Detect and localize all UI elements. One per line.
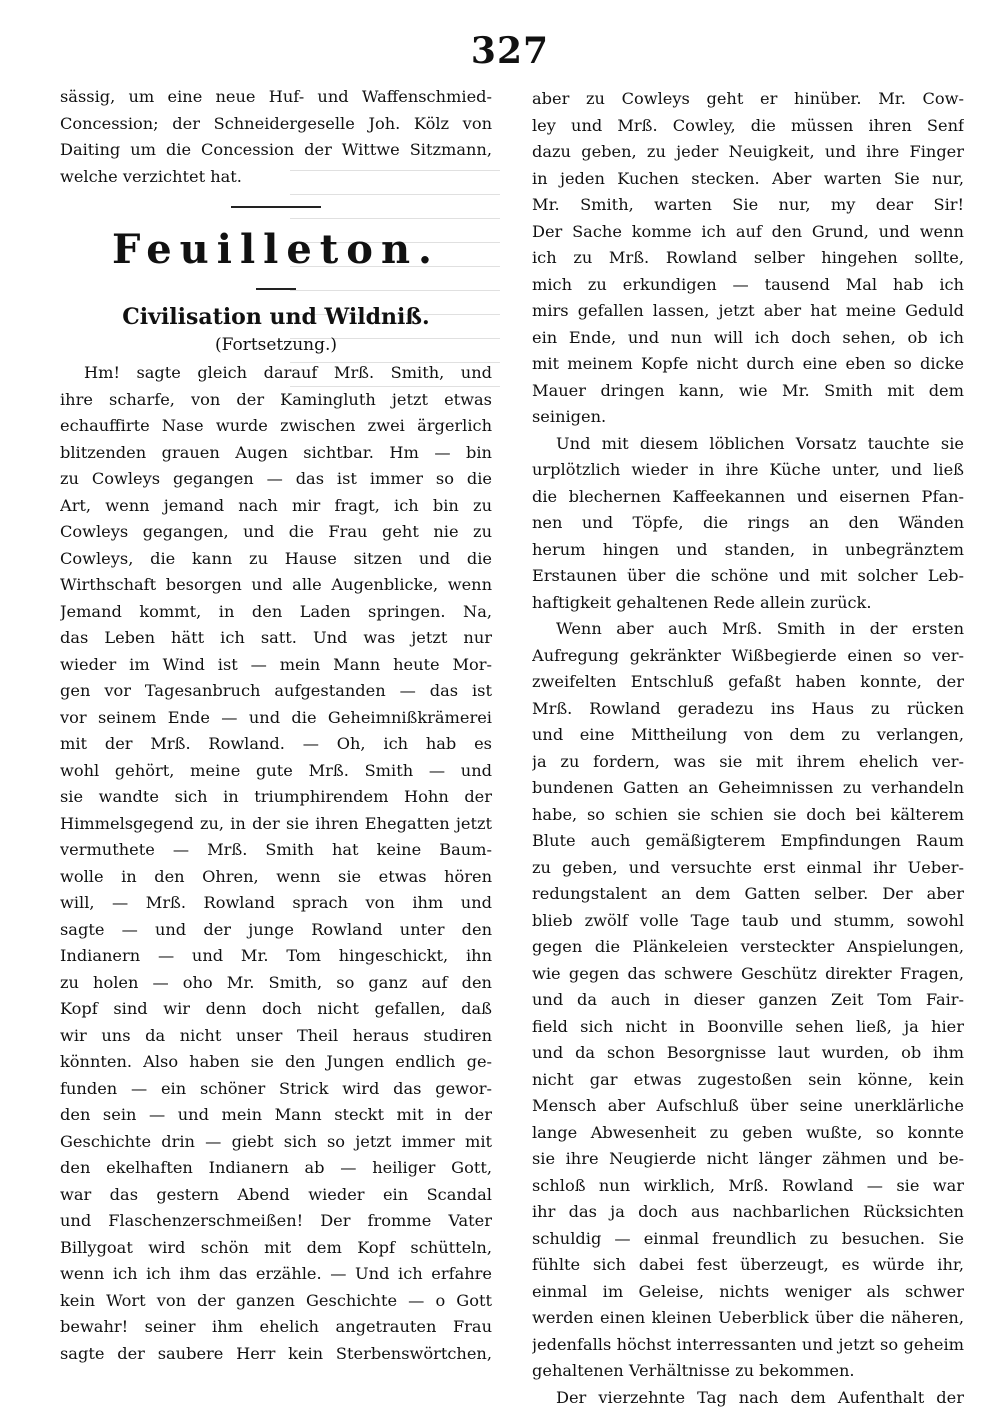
text-line: habe, so schien sie schien sie doch bei kälterem [532,802,964,829]
text-line: mich zu erkundigen — tausend Mal hab ich [532,272,964,299]
text-line: gen vor Tagesanbruch aufgestanden — das ist [60,678,492,705]
text-line: wenn ich ich ihm das erzähle. — Und ich erfahre [60,1261,492,1288]
text-line: Blute auch gemäßigterem Empfindungen Raum [532,828,964,855]
text-line: nen und Töpfe, die rings an den Wänden [532,510,964,537]
text-line: ja zu fordern, was sie mit ihrem ehelich ver- [532,749,964,776]
text-line: Mauer dringen kann, wie Mr. Smith mit dem [532,378,964,405]
text-line: Und mit diesem löblichen Vorsatz tauchte sie [532,431,964,458]
text-line: funden — ein schöner Strick wird das gewor- [60,1076,492,1103]
paragraph [532,1385,964,1411]
text-line: aber zu Cowleys geht er hinüber. Mr. Cow- [532,86,964,113]
text-line: ihre scharfe, von der Kamingluth jetzt etwas [60,387,492,414]
text-line: sagte der saubere Herr kein Sterbenswörtchen, [60,1341,492,1368]
text-line: in jeden Kuchen stecken. Aber warten Sie nur, [532,166,964,193]
text-line: lange Abwesenheit zu geben wußte, so konnte [532,1120,964,1147]
text-line: Mr. Smith, warten Sie nur, my dear Sir! [532,192,964,219]
text-line: field sich nicht in Boonville sehen ließ, ja hier [532,1014,964,1041]
right-column [532,86,964,1411]
text-line: schloß nun wirklich, Mrß. Rowland — sie war [532,1173,964,1200]
text-line: zu Cowleys gegangen — das ist immer so die [60,466,492,493]
section-title: Feuilleton. [60,226,492,274]
article-title: Civilisation und Wildniß. [60,302,492,332]
text-line: und da schon Besorgnisse laut wurden, ob ihm [532,1040,964,1067]
text-line: jedenfalls höchst interressanten und jetzt so geheim [532,1332,964,1359]
text-line: Cowleys, die kann zu Hause sitzen und die [60,546,492,573]
text-line: ihr das ja doch aus nachbarlichen Rücksichten [532,1199,964,1226]
text-line: schuldig — einmal freundlich zu besuchen. Sie [532,1226,964,1253]
text-line: welche verzichtet hat. [60,164,492,191]
text-line: werden einen kleinen Ueberblick über die näheren, [532,1305,964,1332]
text-line: sässig, um eine neue Huf- und Waffenschmied- [60,84,492,111]
text-line: gegen die Plänkeleien versteckter Anspielungen, [532,934,964,961]
text-line: Mensch aber Aufschluß über seine unerklärliche [532,1093,964,1120]
text-line: Kopf sind wir denn doch nicht gefallen, daß [60,996,492,1023]
paragraph [532,86,964,431]
text-line: will, — Mrß. Rowland sprach von ihm und [60,890,492,917]
text-line: Indianern — und Mr. Tom hingeschickt, ihn [60,943,492,970]
text-line: Cowleys gegangen, und die Frau geht nie zu [60,519,492,546]
text-line: Der Sache komme ich auf den Grund, und wenn [532,219,964,246]
text-line: könnten. Also haben sie den Jungen endlich ge- [60,1049,492,1076]
text-line: sie wandte sich in triumphirendem Hohn der [60,784,492,811]
text-line: Himmelsgegend zu, in der sie ihren Ehegatten jetzt [60,811,492,838]
text-line: wir uns da nicht unser Theil heraus studiren [60,1023,492,1050]
text-line: bewahr! seiner ihm ehelich angetrauten Frau [60,1314,492,1341]
text-line: ich zu Mrß. Rowland selber hingehen sollte, [532,245,964,272]
text-line: Geschichte drin — giebt sich so jetzt immer mit [60,1129,492,1156]
text-line: vermuthete — Mrß. Smith hat keine Baum- [60,837,492,864]
text-line: Mrß. Rowland geradezu ins Haus zu rücken [532,696,964,723]
text-line: mit der Mrß. Rowland. — Oh, ich hab es [60,731,492,758]
text-line: einmal im Geleise, nichts weniger als schwer [532,1279,964,1306]
text-line: Jemand kommt, in den Laden springen. Na, [60,599,492,626]
text-line: die blechernen Kaffeekannen und eisernen Pfan- [532,484,964,511]
text-line: urplötzlich wieder in ihre Küche unter, und ließ [532,457,964,484]
text-line: und eine Mittheilung von dem zu verlangen, [532,722,964,749]
text-line: vor seinem Ende — und die Geheimnißkrämerei [60,705,492,732]
paragraph [532,616,964,1385]
text-line: dazu geben, zu jeder Neuigkeit, und ihre Finger [532,139,964,166]
text-line: zweifelten Entschluß gefaßt haben konnte, der [532,669,964,696]
text-line: und da auch in dieser ganzen Zeit Tom Fair- [532,987,964,1014]
text-line: ein Ende, und nun will ich doch sehen, ob ich [532,325,964,352]
text-line: wie gegen das schwere Geschütz direkter Fragen, [532,961,964,988]
text-line: Wirthschaft besorgen und alle Augenblicke, wenn [60,572,492,599]
text-line: Art, wenn jemand nach mir fragt, ich bin zu [60,493,492,520]
text-line: redungstalent an dem Gatten selber. Der aber [532,881,964,908]
section-divider [231,206,321,208]
text-line: Der vierzehnte Tag nach dem Aufenthalt der [532,1385,964,1411]
text-line: mit meinem Kopfe nicht durch eine eben so dicke [532,351,964,378]
page-number: 327 [470,30,550,72]
text-line: herum hingen und standen, in unbegränztem [532,537,964,564]
text-line: kein Wort von der ganzen Geschichte — o Gott [60,1288,492,1315]
text-line: sagte — und der junge Rowland unter den [60,917,492,944]
text-line: wieder im Wind ist — mein Mann heute Mor- [60,652,492,679]
text-line: war das gestern Abend wieder ein Scandal [60,1182,492,1209]
text-line: mirs gefallen lassen, jetzt aber hat meine Geduld [532,298,964,325]
text-line: Aufregung gekränkter Wißbegierde einen so ver- [532,643,964,670]
text-line: den ekelhaften Indianern ab — heiliger Gott, [60,1155,492,1182]
text-line: sie ihre Neugierde nicht länger zähmen und be- [532,1146,964,1173]
text-line: seinigen. [532,404,964,431]
text-line: blieb zwölf volle Tage taub und stumm, sowohl [532,908,964,935]
text-line: Concession; der Schneidergeselle Joh. Kölz von [60,111,492,138]
text-line: den sein — und mein Mann steckt mit in der [60,1102,492,1129]
text-line: nicht gar etwas zugestoßen sein könne, kein [532,1067,964,1094]
paragraph [532,431,964,617]
text-line: ley und Mrß. Cowley, die müssen ihren Senf [532,113,964,140]
text-line: zu holen — oho Mr. Smith, so ganz auf den [60,970,492,997]
text-line: zu geben, und versuchte erst einmal ihr Ueber- [532,855,964,882]
text-line: echauffirte Nase wurde zwischen zwei ärgerlich [60,413,492,440]
text-line: fühlte sich dabei fest überzeugt, es würde ihr, [532,1252,964,1279]
text-line: blitzenden grauen Augen sichtbar. Hm — bin [60,440,492,467]
article-body [60,360,492,1367]
text-line: haftigkeit gehaltenen Rede allein zurück. [532,590,964,617]
left-column [60,84,492,1367]
text-line: gehaltenen Verhältnisse zu bekommen. [532,1358,964,1385]
text-line: Wenn aber auch Mrß. Smith in der ersten [532,616,964,643]
text-line: und Flaschenzerschmeißen! Der fromme Vater [60,1208,492,1235]
text-line: Erstaunen über die schöne und mit solcher Leb- [532,563,964,590]
text-line: Hm! sagte gleich darauf Mrß. Smith, und [60,360,492,387]
text-line: Billygoat wird schön mit dem Kopf schütteln, [60,1235,492,1262]
text-line: Daiting um die Concession der Wittwe Sitzmann, [60,137,492,164]
continuation-note: (Fortsetzung.) [60,332,492,358]
text-line: das Leben hätt ich satt. Und was jetzt nur [60,625,492,652]
text-line: bundenen Gatten an Geheimnissen zu verhandeln [532,775,964,802]
text-line: wolle in den Ohren, wenn sie etwas hören [60,864,492,891]
top-paragraph [60,84,492,190]
title-divider [256,288,296,290]
text-line: wohl gehört, meine gute Mrß. Smith — und [60,758,492,785]
